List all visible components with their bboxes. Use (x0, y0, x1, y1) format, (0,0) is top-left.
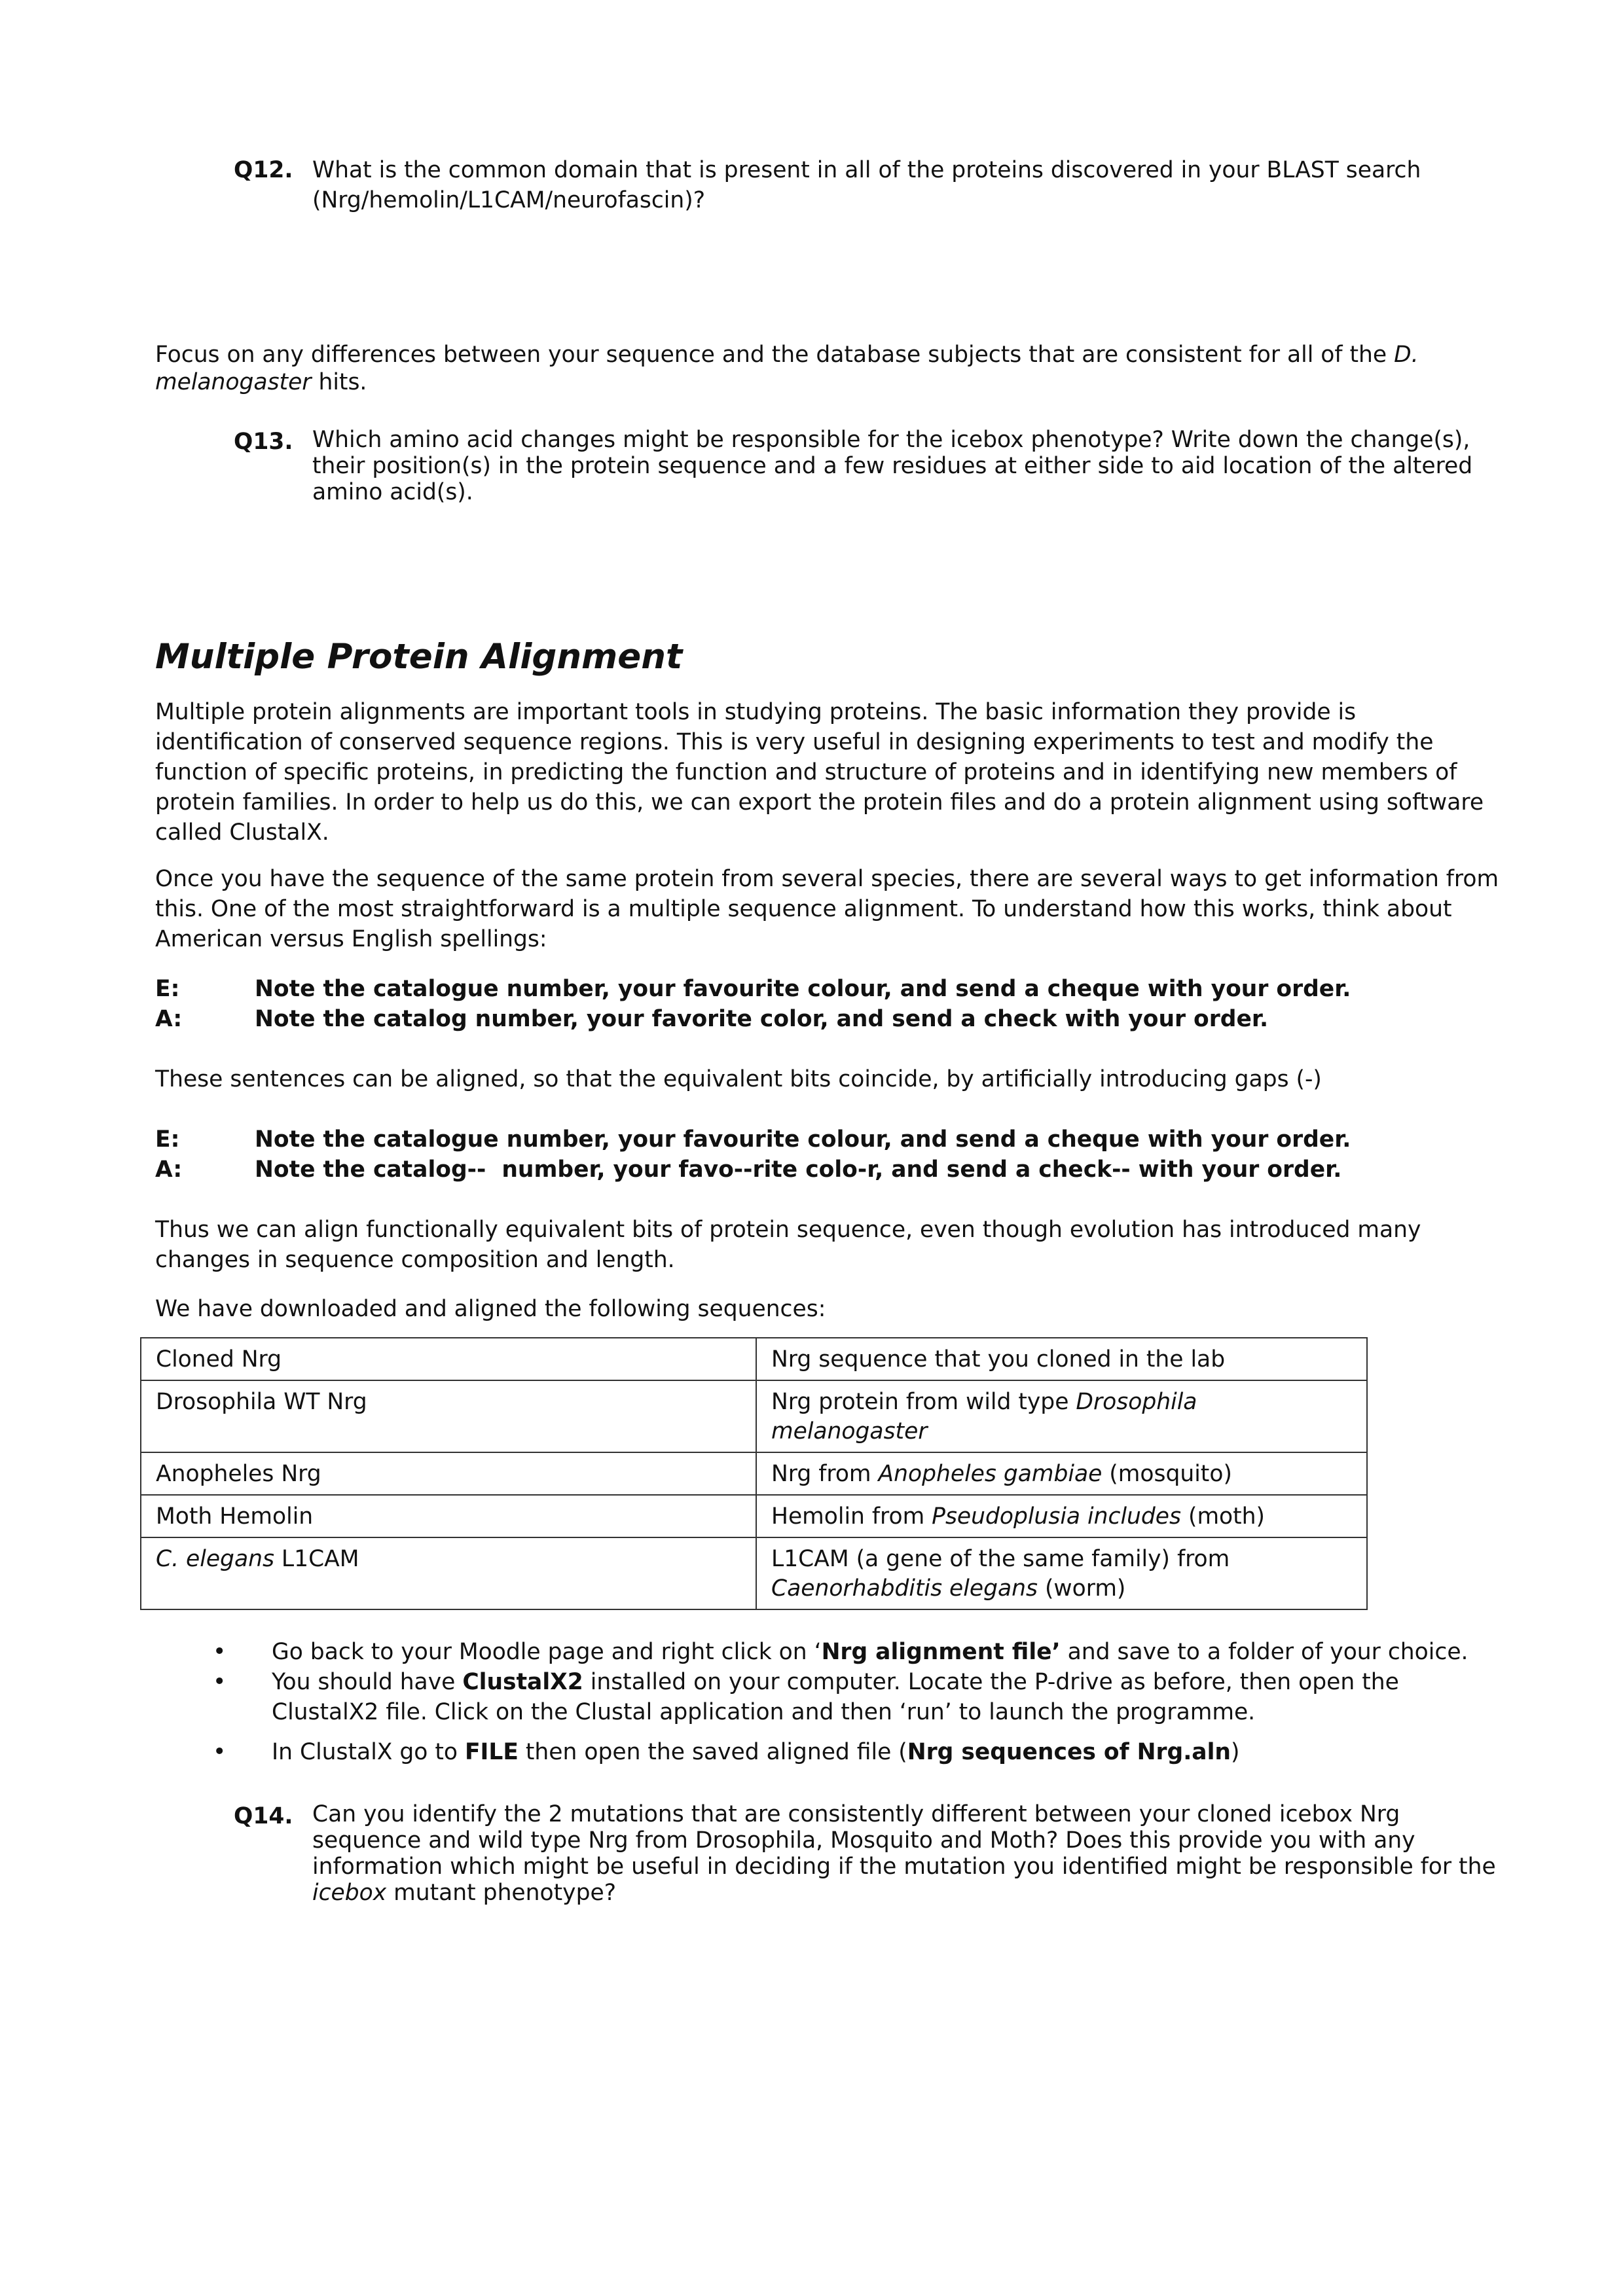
question-text: What is the common domain that is present in all of the proteins discovered in your BLAST search (Nrg/hemolin/L1CAM/neurofascin)? (312, 157, 1421, 213)
bullet-icon: • (213, 1669, 227, 1695)
document-page: Q12. What is the common domain that is present in all of the proteins discovered in your BLAST search (Nrg/hemolin/L1CAM/neurofascin)? Focus on any differences between your sequence and the database subjects that are consistent for all of the D. melanogaster hits. Q13. Which amino acid changes might be responsible for the icebox phenotype? Write down the change(s), their position(s) in the protein sequence and a few residues at either side to aid location of the altered amino acid(s). Multiple Protein Alignment Multiple protein alignments are important tools in studying proteins. The basic information they provide is identification of conserved sequence regions. This is very useful in designing experiments to test and modify the function of specific proteins, in predicting the function and structure of proteins and in identifying new members of protein families. In order to help us do this, we can export the protein files and do a protein alignment using software called ClustalX. Once you have the sequence of the same protein from several species, there are several ways to get information from this. One of the most straightforward is a multiple sequence alignment. To understand how this works, think about American versus English spellings: E: Note the catalogue number, your favourite colour, and send a cheque with your order. A: Note the catalog number, your favorite color, and send a check with your order. These sentences can be aligned, so that the equivalent bits coincide, by artificially introducing gaps (-) E: Note the catalogue number, your favourite colour, and send a cheque with your order. A: Note the catalog-- number, your favo--rite colo-r, and send a check-- with your order. Thus we can align functionally equivalent bits of protein sequence, even though evolution has introduced many changes in sequence composition and length. We have downloaded and aligned the following sequences: Cloned Nrg Nrg sequence that you cloned in the lab Drosophila WT Nrg Nrg protein from wild type Drosophila melanogaster Anopheles Nrg Nrg from Anopheles gambiae (mosquito) Moth Hemolin Hemolin from Pseudoplusia includes (moth) C. elegans L1CAM L1CAM (a gene of the same family) from Caenorhabditis elegans (worm) • Go back to your Moodle page and right click on ‘Nrg alignment file’ and save to a folder of your choice. • You should have ClustalX2 installed on your computer. Locate the P-drive as before, then open the ClustalX2 file. Click on the Clustal application and then ‘run’ to launch the programme. • In ClustalX go to FILE then open the saved aligned file (Nrg sequences of Nrg.aln) Q14. Can you identify the 2 mutations that are consistently different between your cloned icebox Nrg sequence and wild type Nrg from Drosophila, Mosquito and Moth? Does this provide you with any information which might be useful in deciding if the mutation you identified might be responsible for the icebox mutant phenotype? (0, 0, 1623, 2296)
question-number: Q13. (234, 429, 293, 455)
question-number: Q12. (234, 157, 293, 183)
question-text: Can you identify the 2 mutations that are consistently different between your cloned icebox Nrg sequence and wild type Nrg from Drosophila, Mosquito and Moth? Does this provide you with any information which might be useful in deciding if the mutation you identified might be responsible for the icebox mutant phenotype? (312, 1801, 1496, 1906)
bullet-icon: • (213, 1639, 227, 1665)
table-cell: Drosophila WT Nrg (141, 1380, 756, 1452)
table-cell: L1CAM (a gene of the same family) from Caenorhabditis elegans (worm) (756, 1537, 1367, 1609)
table-row (141, 1338, 1367, 1380)
table-cell: Hemolin from Pseudoplusia includes (moth) (756, 1495, 1367, 1537)
downloaded-text: We have downloaded and aligned the following sequences: (155, 1296, 826, 1322)
section-title: Multiple Protein Alignment (155, 637, 683, 677)
table-cell: Cloned Nrg (141, 1338, 756, 1380)
example1-english: E: Note the catalogue number, your favourite colour, and send a cheque with your order. (155, 976, 1351, 1002)
table-row (141, 1537, 1367, 1609)
table-row (141, 1452, 1367, 1495)
table-row (141, 1495, 1367, 1537)
intro-paragraph: Multiple protein alignments are important tools in studying proteins. The basic information they provide is identification of conserved sequence regions. This is very useful in designing experiments to test and modify the function of specific proteins, in predicting the function and structure of proteins and in identifying new members of protein families. In order to help us do this, we can export the protein files and do a protein alignment using software called ClustalX. (155, 699, 1484, 846)
example1-american: A: Note the catalog number, your favorite color, and send a check with your order. (155, 1006, 1269, 1032)
table-row (141, 1380, 1367, 1452)
sequences-table (140, 1337, 1368, 1610)
example2-american: A: Note the catalog-- number, your favo--rite colo-r, and send a check-- with your order. (155, 1157, 1342, 1183)
table-cell: Moth Hemolin (141, 1495, 756, 1537)
table-cell: C. elegans L1CAM (141, 1537, 756, 1609)
example2-english: E: Note the catalogue number, your favourite colour, and send a cheque with your order. (155, 1126, 1351, 1153)
table-cell: Nrg from Anopheles gambiae (mosquito) (756, 1452, 1367, 1495)
aligned-intro: These sentences can be aligned, so that the equivalent bits coincide, by artificially introducing gaps (-) (155, 1066, 1322, 1092)
table-cell: Anopheles Nrg (141, 1452, 756, 1495)
bullet-icon: • (213, 1739, 227, 1765)
thus-paragraph: Thus we can align functionally equivalent bits of protein sequence, even though evolution has introduced many changes in sequence composition and length. (155, 1217, 1421, 1273)
table-cell: Nrg protein from wild type Drosophila melanogaster (756, 1380, 1367, 1452)
table-cell: Nrg sequence that you cloned in the lab (756, 1338, 1367, 1380)
once-paragraph: Once you have the sequence of the same protein from several species, there are several ways to get information from this. One of the most straightforward is a multiple sequence alignment. To understand how this works, think about American versus English spellings: (155, 866, 1499, 952)
question-number: Q14. (234, 1803, 293, 1829)
question-text: Which amino acid changes might be responsible for the icebox phenotype? Write down the change(s), their position(s) in the protein sequence and a few residues at either side to aid location of the altered amino acid(s). (312, 427, 1473, 505)
focus-paragraph: Focus on any differences between your sequence and the database subjects that are consistent for all of the D. melanogaster hits. (155, 342, 1419, 395)
